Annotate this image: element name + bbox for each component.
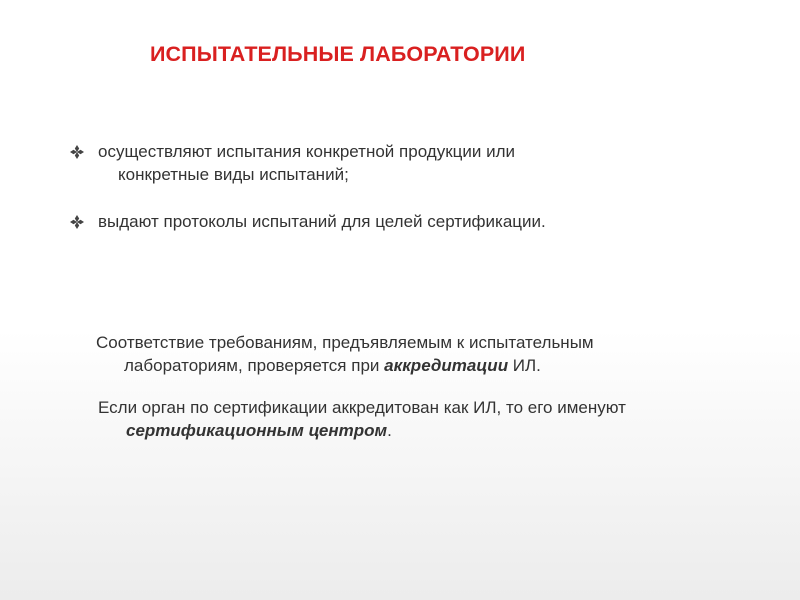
paragraph-line: Если орган по сертификации аккредитован как ИЛ, то его именуют <box>98 398 626 417</box>
bullet-line: конкретные виды испытаний; <box>118 165 349 184</box>
paragraph-text: . <box>387 421 392 440</box>
paragraph-text: ИЛ. <box>508 356 541 375</box>
emphasis-text: сертификационным центром <box>126 421 388 440</box>
bullet-item <box>70 140 515 186</box>
emphasis-text: аккредитации <box>384 356 509 375</box>
paragraph-line <box>124 354 594 377</box>
diamond-bullet-icon <box>70 215 84 229</box>
bullet-line: осуществляют испытания конкретной продукции или <box>98 142 515 161</box>
slide-title: ИСПЫТАТЕЛЬНЫЕ ЛАБОРАТОРИИ <box>150 42 526 66</box>
diamond-bullet-icon <box>70 145 84 159</box>
paragraph-certification-center <box>98 396 626 442</box>
paragraph-line: Соответствие требованиям, предъявляемым к испытательным <box>96 333 594 352</box>
paragraph-accreditation <box>96 331 594 377</box>
bullet-line: выдают протоколы испытаний для целей сертификации. <box>98 212 546 231</box>
bullet-item <box>70 210 546 233</box>
paragraph-line <box>126 419 626 442</box>
bullet-text <box>98 140 515 186</box>
paragraph-text: лабораториям, проверяется при <box>124 356 385 375</box>
bullet-text <box>98 210 546 233</box>
